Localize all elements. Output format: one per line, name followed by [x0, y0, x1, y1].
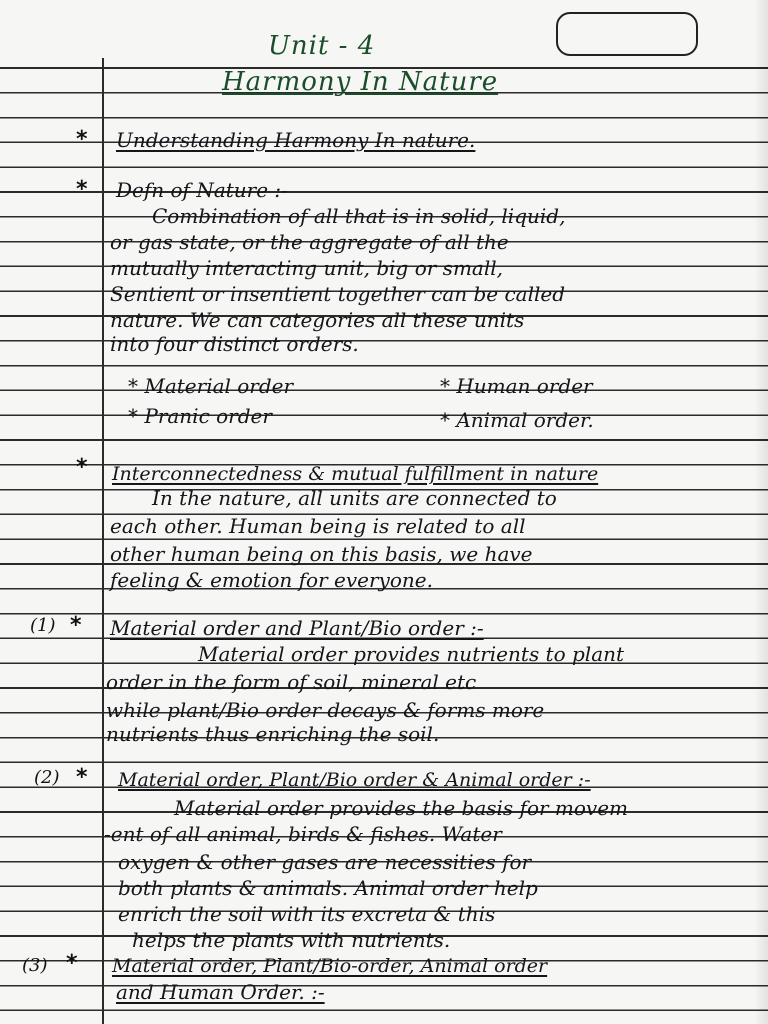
- section-heading: Interconnectedness & mutual fulfillment in nature: [112, 463, 599, 485]
- text-line: nutrients thus enriching the soil.: [106, 722, 440, 746]
- text-line: while plant/Bio order decays & forms more: [106, 698, 545, 722]
- bullet-marker: *: [70, 613, 82, 638]
- text-line: nature. We can categories all these units: [110, 308, 525, 332]
- section-heading: Defn of Nature :-: [116, 178, 288, 202]
- bullet-marker: *: [76, 127, 88, 152]
- date-box: [556, 12, 698, 56]
- text-line: and Human Order. :-: [116, 980, 325, 1004]
- text-line: Sentient or insentient together can be called: [110, 282, 566, 306]
- text-line: feeling & emotion for everyone.: [110, 568, 433, 592]
- text-line: Material order provides the basis for movem: [174, 796, 629, 820]
- text-line: both plants & animals. Animal order help: [118, 876, 538, 900]
- section-heading: Material order and Plant/Bio order :-: [110, 616, 484, 640]
- page-title: Harmony In Nature: [222, 67, 499, 97]
- text-line: order in the form of soil, mineral etc: [106, 670, 477, 694]
- text-line: other human being on this basis, we have: [110, 542, 533, 566]
- text-line: helps the plants with nutrients.: [132, 928, 451, 952]
- bullet-marker: *: [76, 455, 88, 480]
- text-line: each other. Human being is related to all: [110, 514, 526, 538]
- order-item: * Material order: [128, 374, 294, 398]
- section-number: (2): [34, 767, 60, 788]
- order-item: * Human order: [440, 374, 593, 398]
- section-heading: Understanding Harmony In nature.: [116, 128, 476, 152]
- page-edge-shadow: [754, 0, 768, 1024]
- order-item: * Pranic order: [128, 404, 272, 428]
- text-line: enrich the soil with its excreta & this: [118, 902, 496, 926]
- margin-line: [102, 58, 104, 1024]
- bullet-marker: *: [76, 177, 88, 202]
- order-item: * Animal order.: [440, 408, 594, 432]
- text-line: or gas state, or the aggregate of all the: [110, 230, 509, 254]
- text-line: Material order provides nutrients to plant: [198, 642, 625, 666]
- text-line: In the nature, all units are connected to: [152, 486, 557, 510]
- text-line: mutually interacting unit, big or small,: [110, 256, 503, 280]
- section-number: (3): [22, 955, 48, 976]
- text-line: Combination of all that is in solid, liquid,: [152, 204, 566, 228]
- bullet-marker: *: [76, 765, 88, 790]
- section-number: (1): [30, 615, 56, 636]
- section-heading: Material order, Plant/Bio order & Animal order :-: [118, 769, 591, 791]
- section-heading: Material order, Plant/Bio-order, Animal order: [112, 955, 548, 977]
- text-line: oxygen & other gases are necessities for: [118, 850, 532, 874]
- unit-heading: Unit - 4: [268, 31, 376, 61]
- text-line: into four distinct orders.: [110, 332, 359, 356]
- bullet-marker: *: [66, 951, 78, 976]
- text-line: -ent of all animal, birds & fishes. Water: [104, 822, 502, 846]
